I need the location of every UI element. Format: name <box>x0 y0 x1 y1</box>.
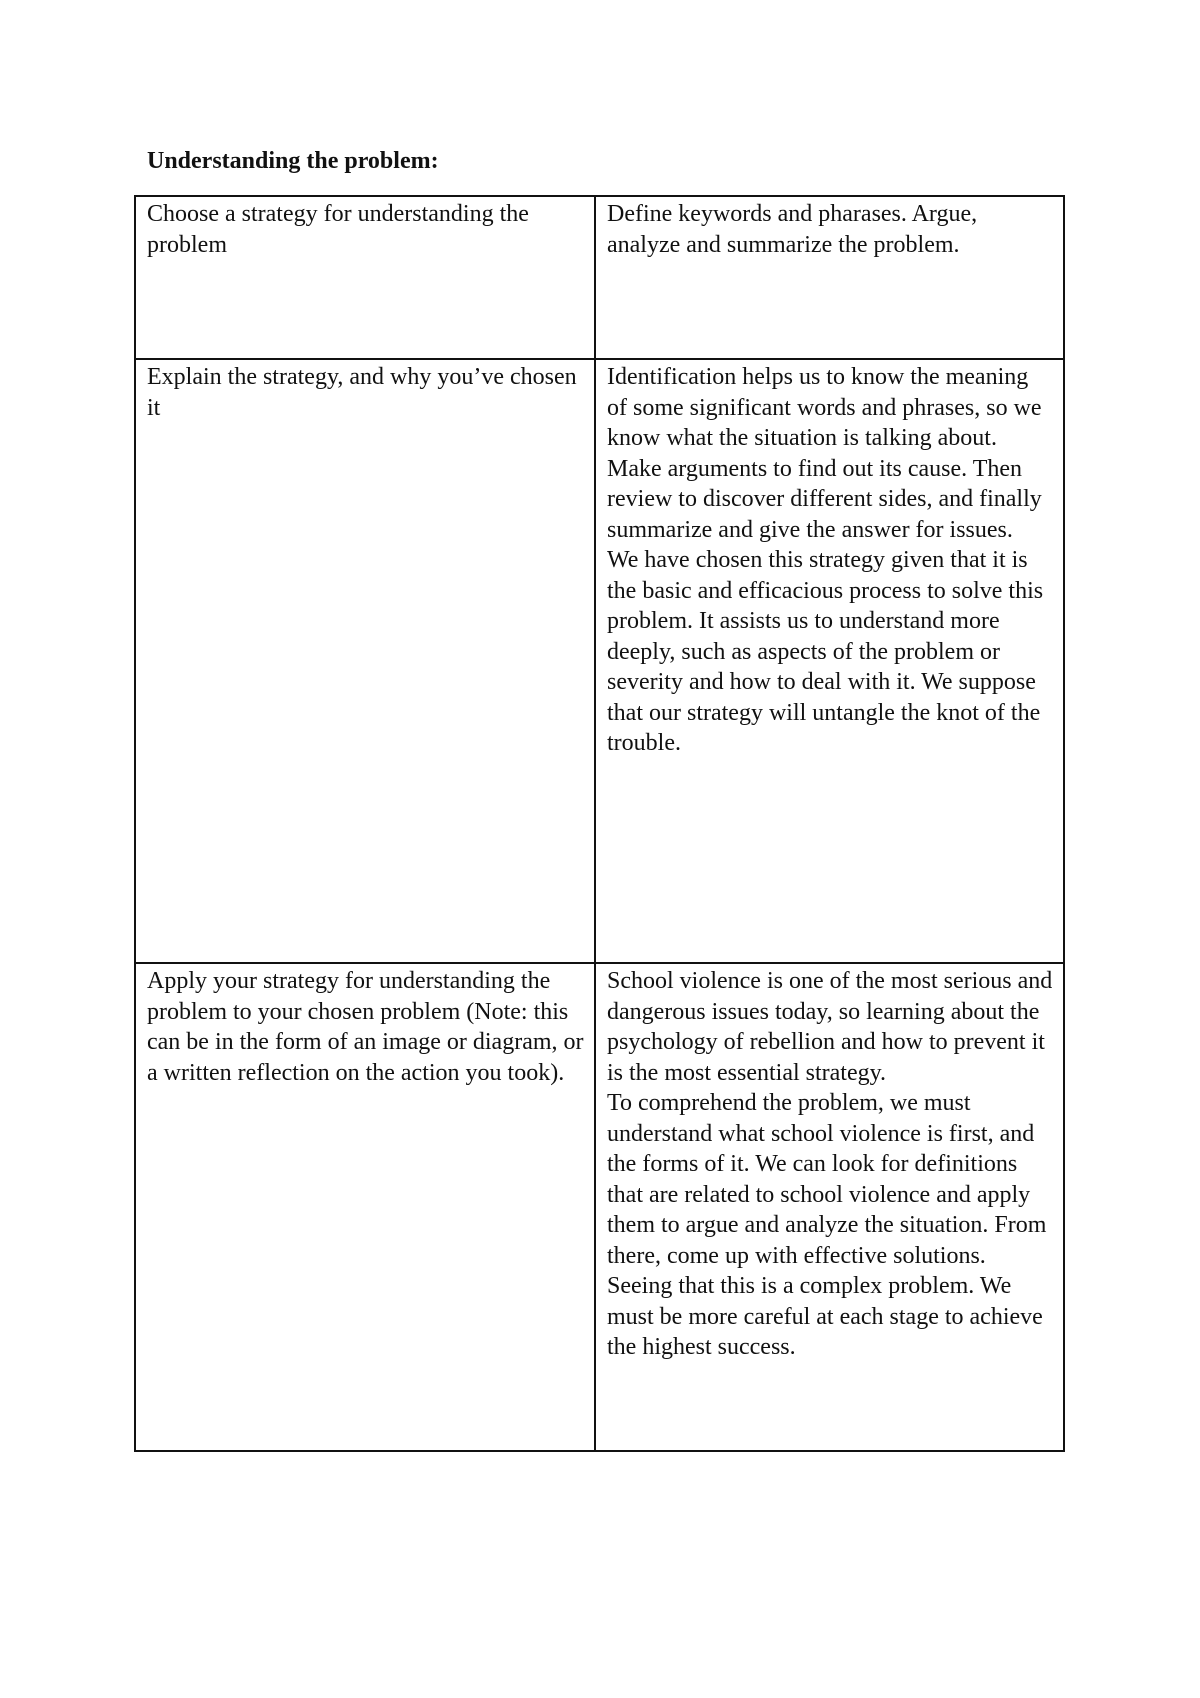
table-row <box>135 963 1064 1451</box>
strategy-table <box>134 195 1065 1452</box>
answer-paragraph: To comprehend the problem, we must understand what school violence is first, and the forms of it. We can look for definitions that are related to school violence and apply them to argue and analyze the situation. From there, come up with effective solutions. <box>607 1090 1047 1269</box>
answer-cell <box>595 963 1064 1451</box>
prompt-cell: Explain the strategy, and why you’ve chosen it <box>135 359 595 963</box>
answer-paragraph: Identification helps us to know the meaning of some significant words and phrases, so we know what the situation is talking about. Make arguments to find out its cause. Then review to discover different sides, and finally summarize and give the answer for issues. <box>607 364 1042 543</box>
answer-paragraph: School violence is one of the most serious and dangerous issues today, so learning about the psychology of rebellion and how to prevent it is the most essential strategy. <box>607 968 1053 1086</box>
answer-cell <box>595 196 1064 359</box>
table-row <box>135 196 1064 359</box>
prompt-cell: Choose a strategy for understanding the problem <box>135 196 595 359</box>
answer-paragraph: Define keywords and pharases. Argue, analyze and summarize the problem. <box>607 201 978 258</box>
page-title: Understanding the problem: <box>147 148 439 174</box>
table-row <box>135 359 1064 963</box>
answer-paragraph: Seeing that this is a complex problem. We must be more careful at each stage to achieve the highest success. <box>607 1273 1043 1360</box>
answer-cell <box>595 359 1064 963</box>
answer-paragraph: We have chosen this strategy given that it is the basic and efficacious process to solve this problem. It assists us to understand more deeply, such as aspects of the problem or severity and how to deal with it. We suppose that our strategy will untangle the knot of the trouble. <box>607 547 1044 756</box>
prompt-cell: Apply your strategy for understanding the problem to your chosen problem (Note: this can be in the form of an image or diagram, or a written reflection on the action you took). <box>135 963 595 1451</box>
